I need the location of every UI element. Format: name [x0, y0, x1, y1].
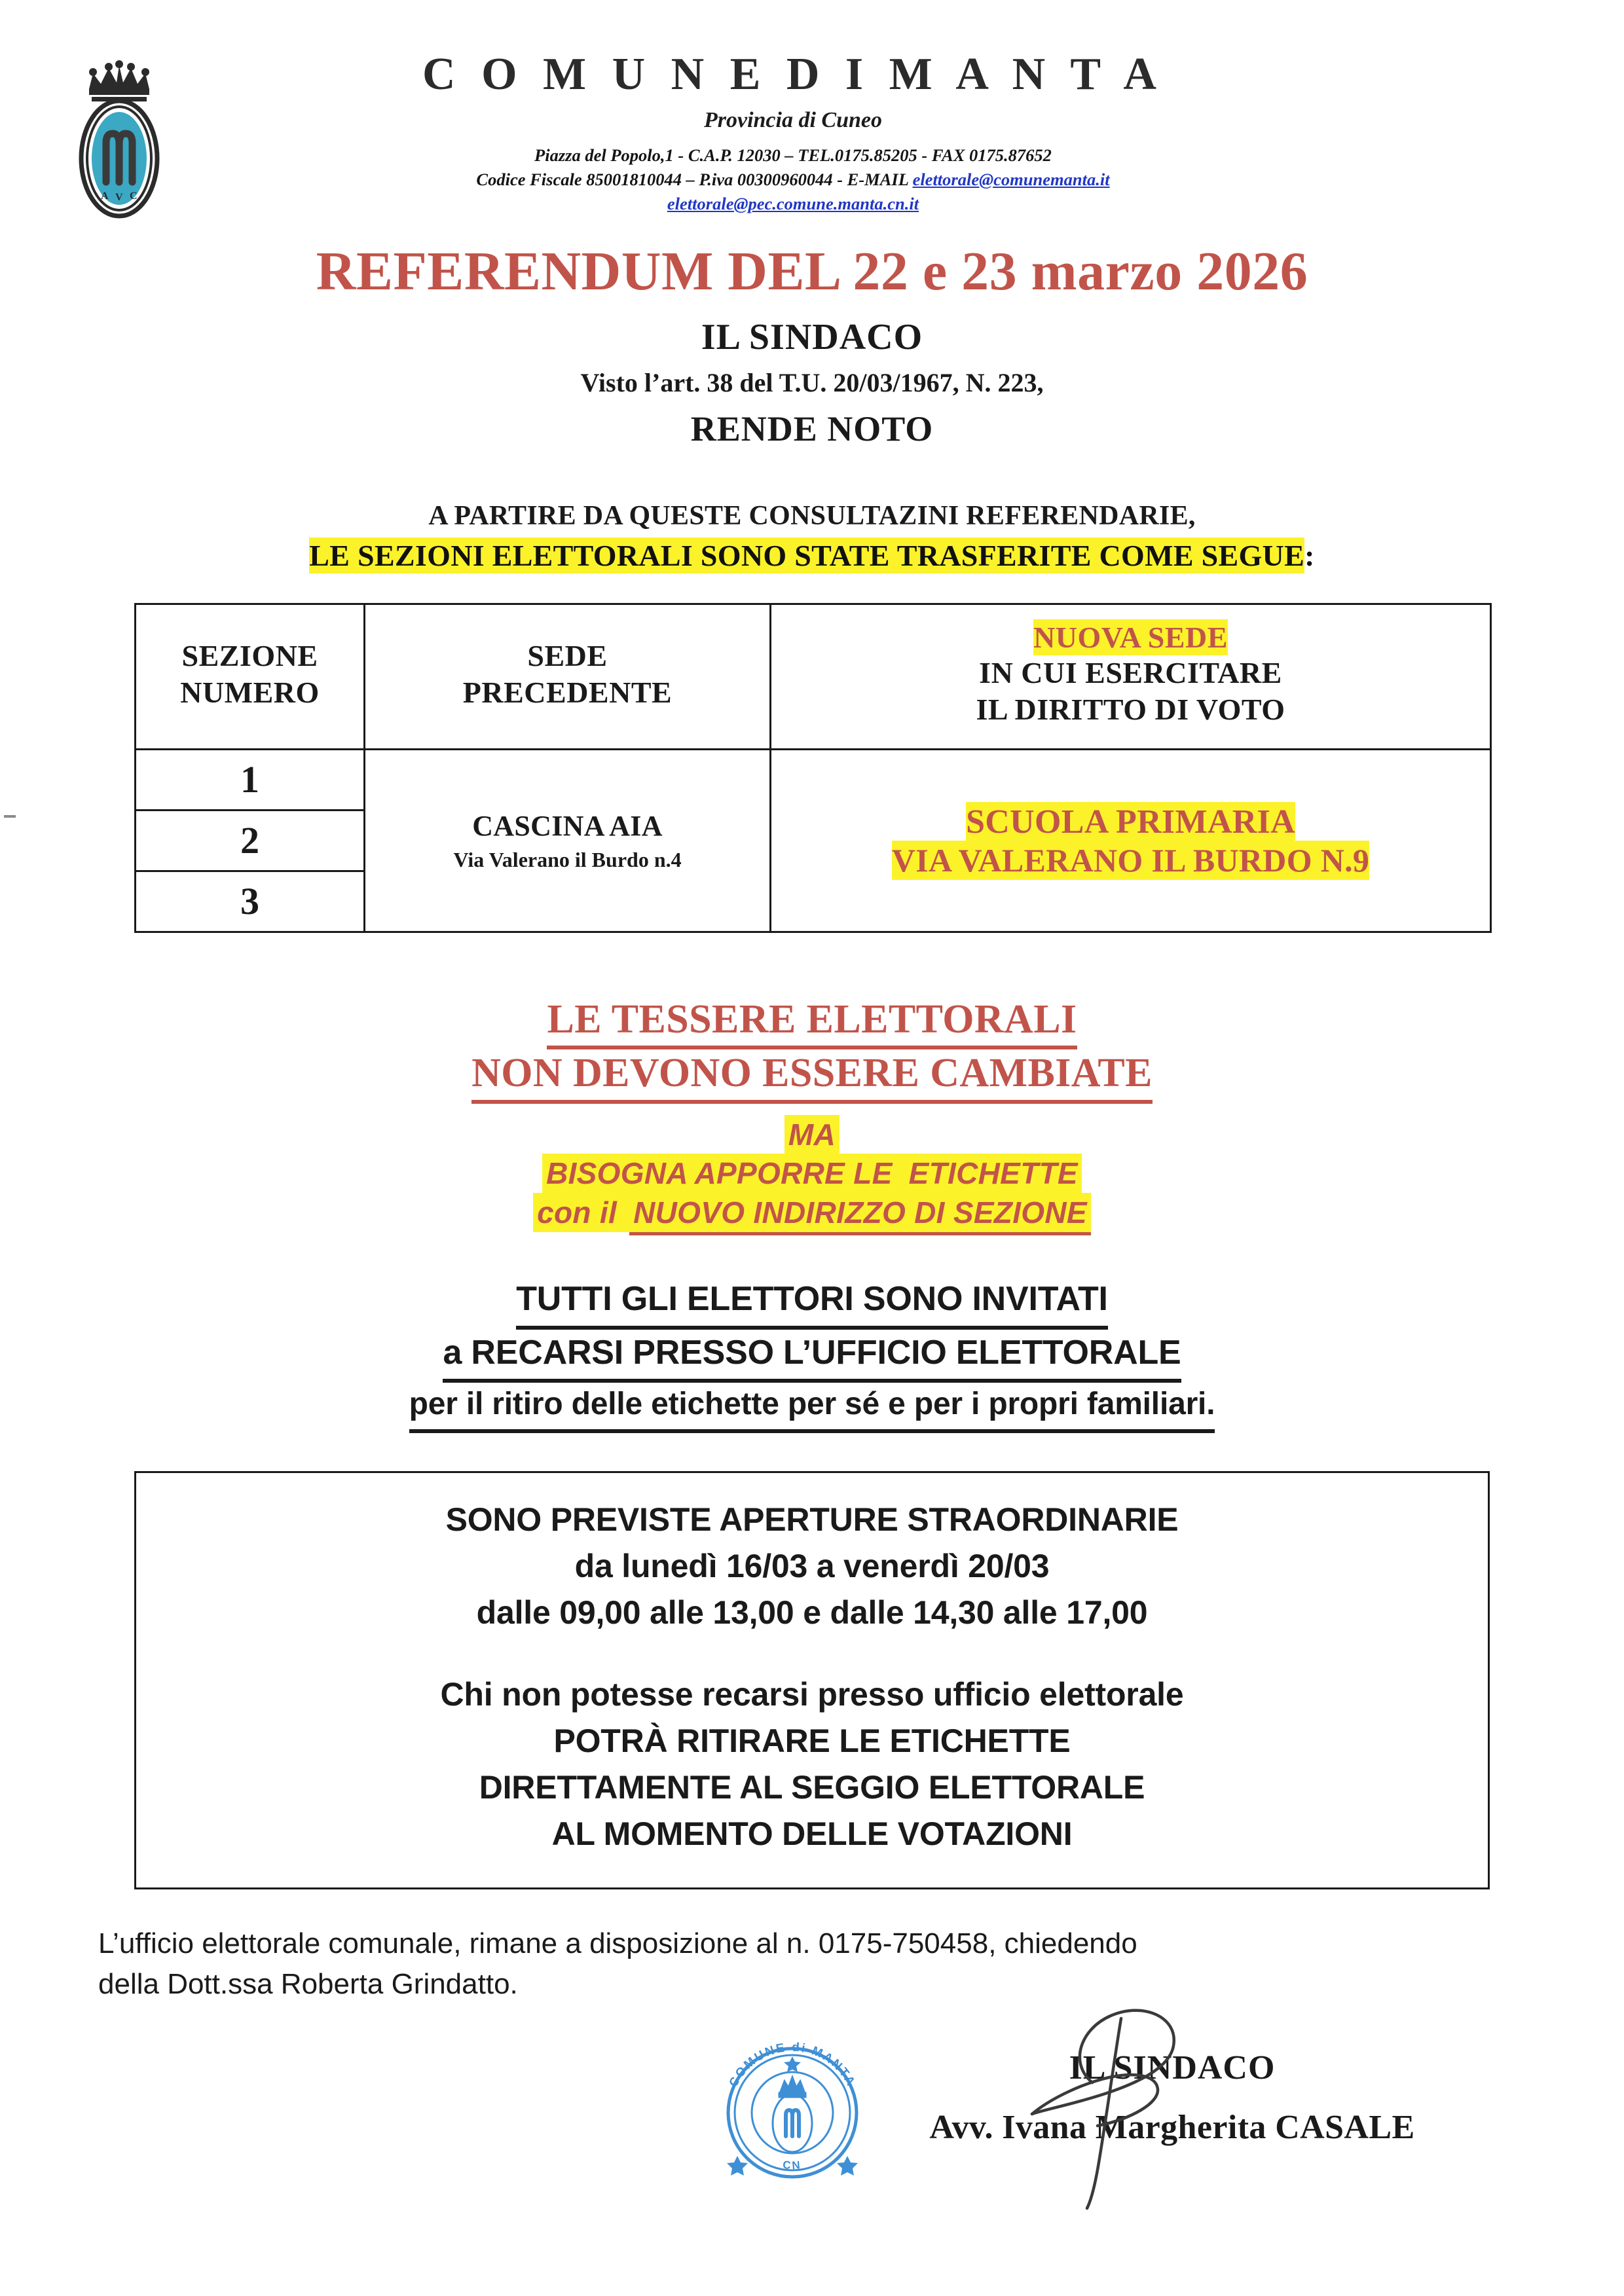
announcement-colon: :	[1304, 539, 1315, 572]
labels-line-wrap	[0, 1154, 1624, 1194]
labels-line-emphasis: ETICHETTE	[905, 1154, 1082, 1196]
signature-mayor-label: IL SINDACO	[1069, 2049, 1276, 2086]
invitation-line-3: per il ritiro delle etichette per sé e per i propri familiari.	[409, 1383, 1215, 1432]
cards-line-2-wrap	[0, 1049, 1624, 1103]
header-previous-line2: PRECEDENTE	[462, 675, 673, 709]
signature-area	[98, 2009, 1526, 2172]
cards-line-1: LE TESSERE ELETTORALI	[547, 996, 1077, 1049]
announcement-line-1: A PARTIRE DA QUESTE CONSULTAZINI REFERENDARIE,	[428, 501, 1196, 531]
header-previous-line1: SEDE	[527, 638, 608, 672]
table-row	[136, 750, 1491, 811]
address-line-wrap	[0, 1194, 1624, 1233]
new-venue-cell	[771, 750, 1491, 932]
venues-table	[134, 603, 1492, 933]
opening-line-3: dalle 09,00 alle 13,00 e dalle 14,30 alle 17,00	[476, 1594, 1148, 1631]
previous-venue-address: Via Valerano il Burdo n.4	[453, 848, 682, 872]
header-new-venue-label: NUOVA SEDE	[1033, 621, 1228, 654]
document-footer	[98, 1923, 1526, 2172]
header-new-line2: IN CUI ESERCITARE	[979, 656, 1282, 689]
invitation-line-1: TUTTI GLI ELETTORI SONO INVITATI	[516, 1276, 1108, 1330]
office-contact-line-2: della Dott.ssa Roberta Grindatto.	[98, 1968, 518, 2001]
cards-line-1-wrap	[0, 996, 1624, 1049]
official-stamp-icon	[707, 2028, 877, 2198]
invitation-line-3-wrap	[0, 1383, 1624, 1432]
address-line-emphasis: NUOVO INDIRIZZO DI SEZIONE	[629, 1193, 1091, 1235]
fiscal-prefix: Codice Fiscale 85001810044 – P.iva 00300960044 - E-MAIL	[476, 169, 913, 189]
page-title: REFERENDUM DEL 22 e 23 marzo 2026	[316, 241, 1308, 302]
opening-line-1: SONO PREVISTE APERTURE STRAORDINARIE	[445, 1501, 1179, 1538]
header-new-line3: IL DIRITTO DI VOTO	[976, 693, 1285, 727]
address-line: Piazza del Popolo,1 - C.A.P. 12030 – TEL.0175.85205 - FAX 0175.87652	[534, 145, 1052, 166]
legal-reference: Visto l’art. 38 del T.U. 20/03/1967, N. 223,	[580, 368, 1044, 397]
invitation-line-1-wrap	[0, 1276, 1624, 1330]
pec-email-link[interactable]: elettorale@pec.comune.manta.cn.it	[667, 193, 919, 213]
signature-mayor-name: Avv. Ivana Margherita CASALE	[929, 2108, 1415, 2146]
opening-line-2: da lunedì 16/03 a venerdì 20/03	[574, 1547, 1050, 1584]
contact-info	[178, 143, 1408, 215]
invitation-line-2: a RECARSI PRESSO L’UFFICIO ELETTORALE	[443, 1330, 1181, 1383]
new-venue-name-wrap	[772, 803, 1489, 841]
section-number-2: 2	[136, 811, 365, 871]
invitation-block	[0, 1276, 1624, 1433]
venues-table-container	[134, 603, 1490, 933]
svg-text:V: V	[115, 192, 123, 203]
announcement-block	[0, 500, 1624, 573]
email-link[interactable]: elettorale@comunemanta.it	[912, 169, 1110, 189]
opening-hours-box	[134, 1471, 1490, 1889]
previous-venue-name: CASCINA AIA	[472, 810, 663, 843]
header-section-line2: NUMERO	[180, 675, 320, 709]
section-number-1: 1	[136, 750, 365, 811]
opening-line-5: POTRÀ RITIRARE LE ETICHETTE	[553, 1722, 1071, 1759]
new-venue-address-wrap	[772, 841, 1489, 879]
svg-text:COMUNE di MANTA: COMUNE di MANTA	[726, 2040, 858, 2089]
header-section-line1: SEZIONE	[181, 638, 318, 672]
svg-text:CN: CN	[782, 2158, 803, 2172]
new-venue-name: SCUOLA PRIMARIA	[966, 803, 1295, 841]
office-contact-line-1: L’ufficio elettorale comunale, rimane a disposizione al n. 0175-750458, chiedendo	[98, 1927, 1137, 1959]
opening-line-7: AL MOMENTO DELLE VOTAZIONI	[551, 1815, 1073, 1852]
voter-cards-notice	[0, 996, 1624, 1233]
new-venue-address: VIA VALERANO IL BURDO N.9	[891, 841, 1370, 879]
mayor-heading: IL SINDACO	[701, 317, 923, 357]
ma-word: MA	[784, 1115, 840, 1154]
section-number-3: 3	[136, 871, 365, 932]
previous-venue-cell	[365, 750, 771, 932]
opening-line-6: DIRETTAMENTE AL SEGGIO ELETTORALE	[479, 1768, 1145, 1806]
labels-instruction-block	[0, 1116, 1624, 1233]
ma-line-wrap	[0, 1116, 1624, 1155]
header-text-block	[178, 51, 1624, 215]
signature-text-block	[904, 2049, 1441, 2147]
announcement-line-2	[0, 538, 1624, 573]
table-header-row	[136, 604, 1491, 750]
labels-line-prefix: BISOGNA APPORRE LE	[542, 1154, 905, 1193]
document-header	[0, 0, 1624, 221]
invitation-line-2-wrap	[0, 1330, 1624, 1383]
fiscal-line	[178, 168, 1408, 192]
scan-edge-mark	[4, 815, 16, 818]
header-cell-section	[136, 604, 365, 750]
pec-line	[178, 192, 1408, 216]
comune-title: C O M U N E D I M A N T A	[422, 49, 1164, 100]
box-spacer	[149, 1636, 1475, 1671]
cards-line-2: NON DEVONO ESSERE CAMBIATE	[471, 1049, 1153, 1103]
svg-text:A: A	[101, 191, 109, 202]
crest-container	[0, 51, 178, 221]
header-cell-previous	[365, 604, 771, 750]
svg-text:C: C	[130, 191, 138, 202]
address-line-prefix: con il	[533, 1193, 629, 1232]
declaration-heading: RENDE NOTO	[690, 409, 934, 448]
announcement-highlight: LE SEZIONI ELETTORALI SONO STATE TRASFERITE COME SEGUE	[309, 539, 1305, 572]
header-cell-new	[771, 604, 1491, 750]
province-label: Provincia di Cuneo	[703, 108, 883, 133]
comune-crest-icon	[75, 60, 164, 221]
opening-line-4: Chi non potesse recarsi presso ufficio elettorale	[440, 1675, 1184, 1713]
